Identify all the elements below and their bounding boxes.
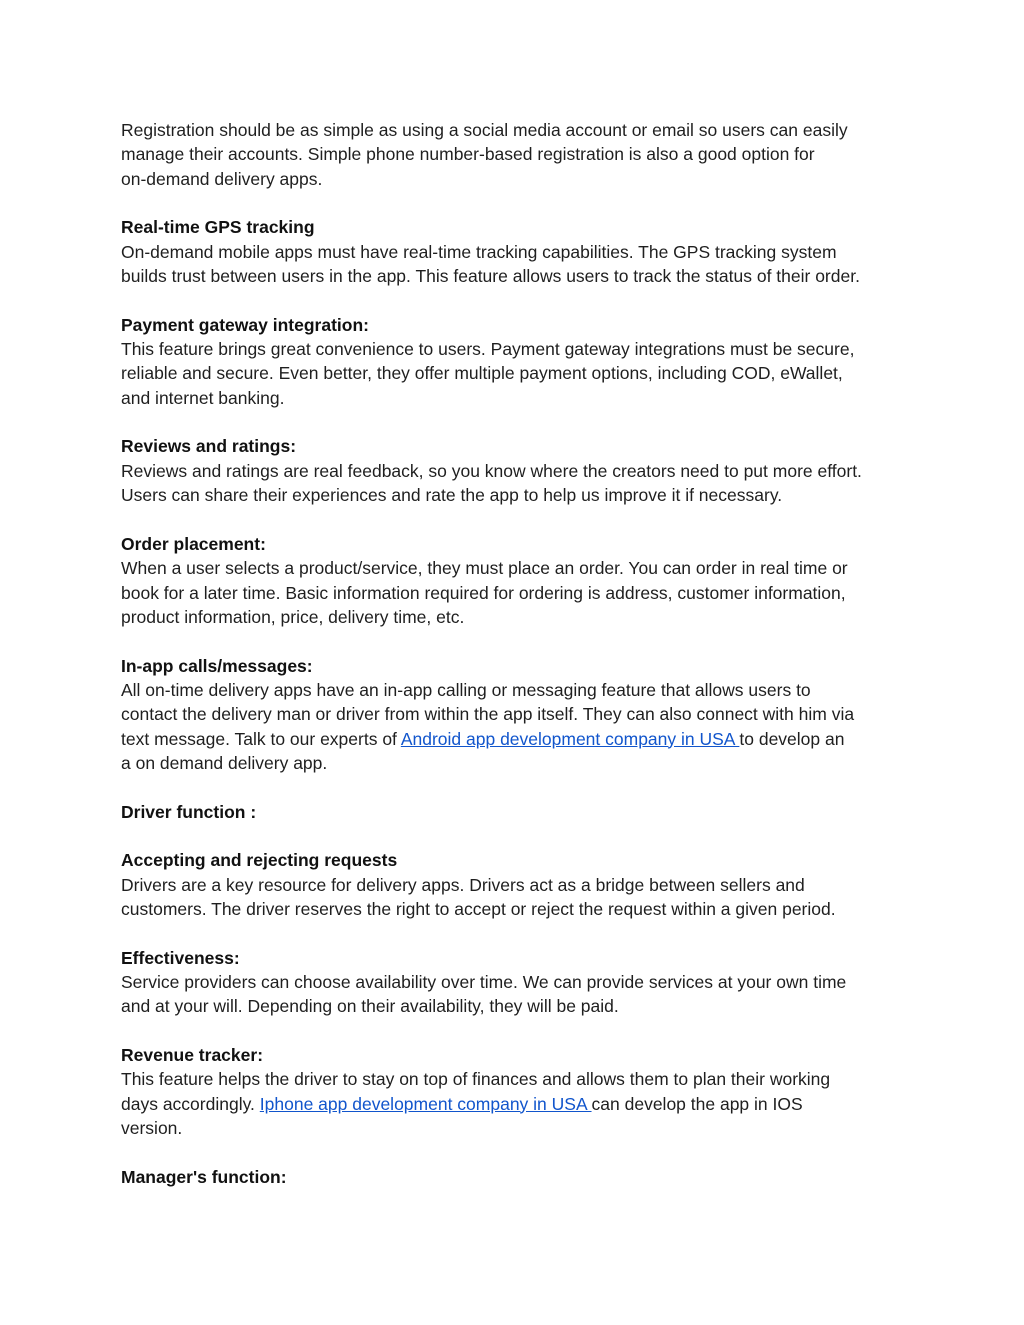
text-line: contact the delivery man or driver from within the app itself. They can also connect with him via	[121, 704, 855, 725]
section-revenue-tracker	[121, 1043, 911, 1140]
text-fragment: text message. Talk to our experts of	[121, 728, 401, 749]
text-line: customers. The driver reserves the right to accept or reject the request within a given period.	[121, 899, 836, 919]
text-line: book for a later time. Basic information required for ordering is address, customer information,	[121, 582, 846, 603]
text-line-with-link	[121, 1092, 911, 1116]
section-payment-gateway	[121, 313, 911, 410]
section-heading: Accepting and rejecting requests	[121, 850, 398, 871]
section-in-app-calls	[121, 654, 911, 776]
text-line: a on demand delivery app.	[121, 752, 328, 773]
section-driver-function	[121, 800, 911, 824]
section-manager-function	[121, 1165, 911, 1189]
text-fragment: to develop an	[739, 728, 845, 749]
text-line: manage their accounts. Simple phone number-based registration is also a good option for	[121, 144, 815, 165]
section-accepting-requests	[121, 848, 911, 921]
text-line-with-link	[121, 727, 911, 751]
section-heading: Revenue tracker:	[121, 1045, 264, 1066]
text-line: On-demand mobile apps must have real-time tracking capabilities. The GPS tracking system	[121, 241, 837, 262]
section-order-placement	[121, 532, 911, 629]
text-line: and at your will. Depending on their availability, they will be paid.	[121, 996, 619, 1017]
text-fragment: can develop the app in IOS	[591, 1093, 803, 1114]
text-line: on-demand delivery apps.	[121, 168, 323, 189]
section-heading: Effectiveness:	[121, 947, 240, 968]
section-heading: In-app calls/messages:	[121, 655, 313, 676]
text-line: Reviews and ratings are real feedback, so you know where the creators need to put more effort.	[121, 460, 862, 481]
section-heading: Payment gateway integration:	[121, 314, 369, 335]
text-line: All on-time delivery apps have an in-app calling or messaging feature that allows users to	[121, 679, 811, 700]
section-heading: Order placement:	[121, 533, 266, 554]
text-line: Registration should be as simple as using a social media account or email so users can easily	[121, 120, 848, 140]
text-line: product information, price, delivery time, etc.	[121, 606, 465, 627]
text-line: reliable and secure. Even better, they offer multiple payment options, including COD, eWallet,	[121, 363, 843, 384]
document-body	[121, 118, 911, 1213]
text-line: Drivers are a key resource for delivery apps. Drivers act as a bridge between sellers and	[121, 874, 805, 895]
text-line: When a user selects a product/service, they must place an order. You can order in real time or	[121, 558, 848, 579]
iphone-app-development-link[interactable]: Iphone app development company in USA	[259, 1093, 592, 1114]
section-gps-tracking	[121, 215, 911, 288]
text-line: and internet banking.	[121, 387, 285, 408]
text-fragment: days accordingly.	[121, 1093, 260, 1114]
section-reviews-ratings	[121, 434, 911, 507]
text-line: This feature helps the driver to stay on top of finances and allows them to plan their working	[121, 1069, 831, 1090]
android-app-development-link[interactable]: Android app development company in USA	[400, 728, 740, 749]
text-line: version.	[121, 1118, 183, 1139]
section-heading: Reviews and ratings:	[121, 436, 297, 457]
text-line: Service providers can choose availability over time. We can provide services at your own time	[121, 972, 847, 993]
intro-paragraph	[121, 118, 911, 191]
section-heading: Real-time GPS tracking	[121, 217, 315, 238]
text-line: This feature brings great convenience to users. Payment gateway integrations must be secure,	[121, 339, 855, 360]
section-heading: Driver function :	[121, 801, 257, 822]
text-line: Users can share their experiences and rate the app to help us improve it if necessary.	[121, 485, 783, 506]
section-heading: Manager's function:	[121, 1166, 287, 1187]
section-effectiveness	[121, 946, 911, 1019]
text-line: builds trust between users in the app. This feature allows users to track the status of their order.	[121, 266, 860, 287]
